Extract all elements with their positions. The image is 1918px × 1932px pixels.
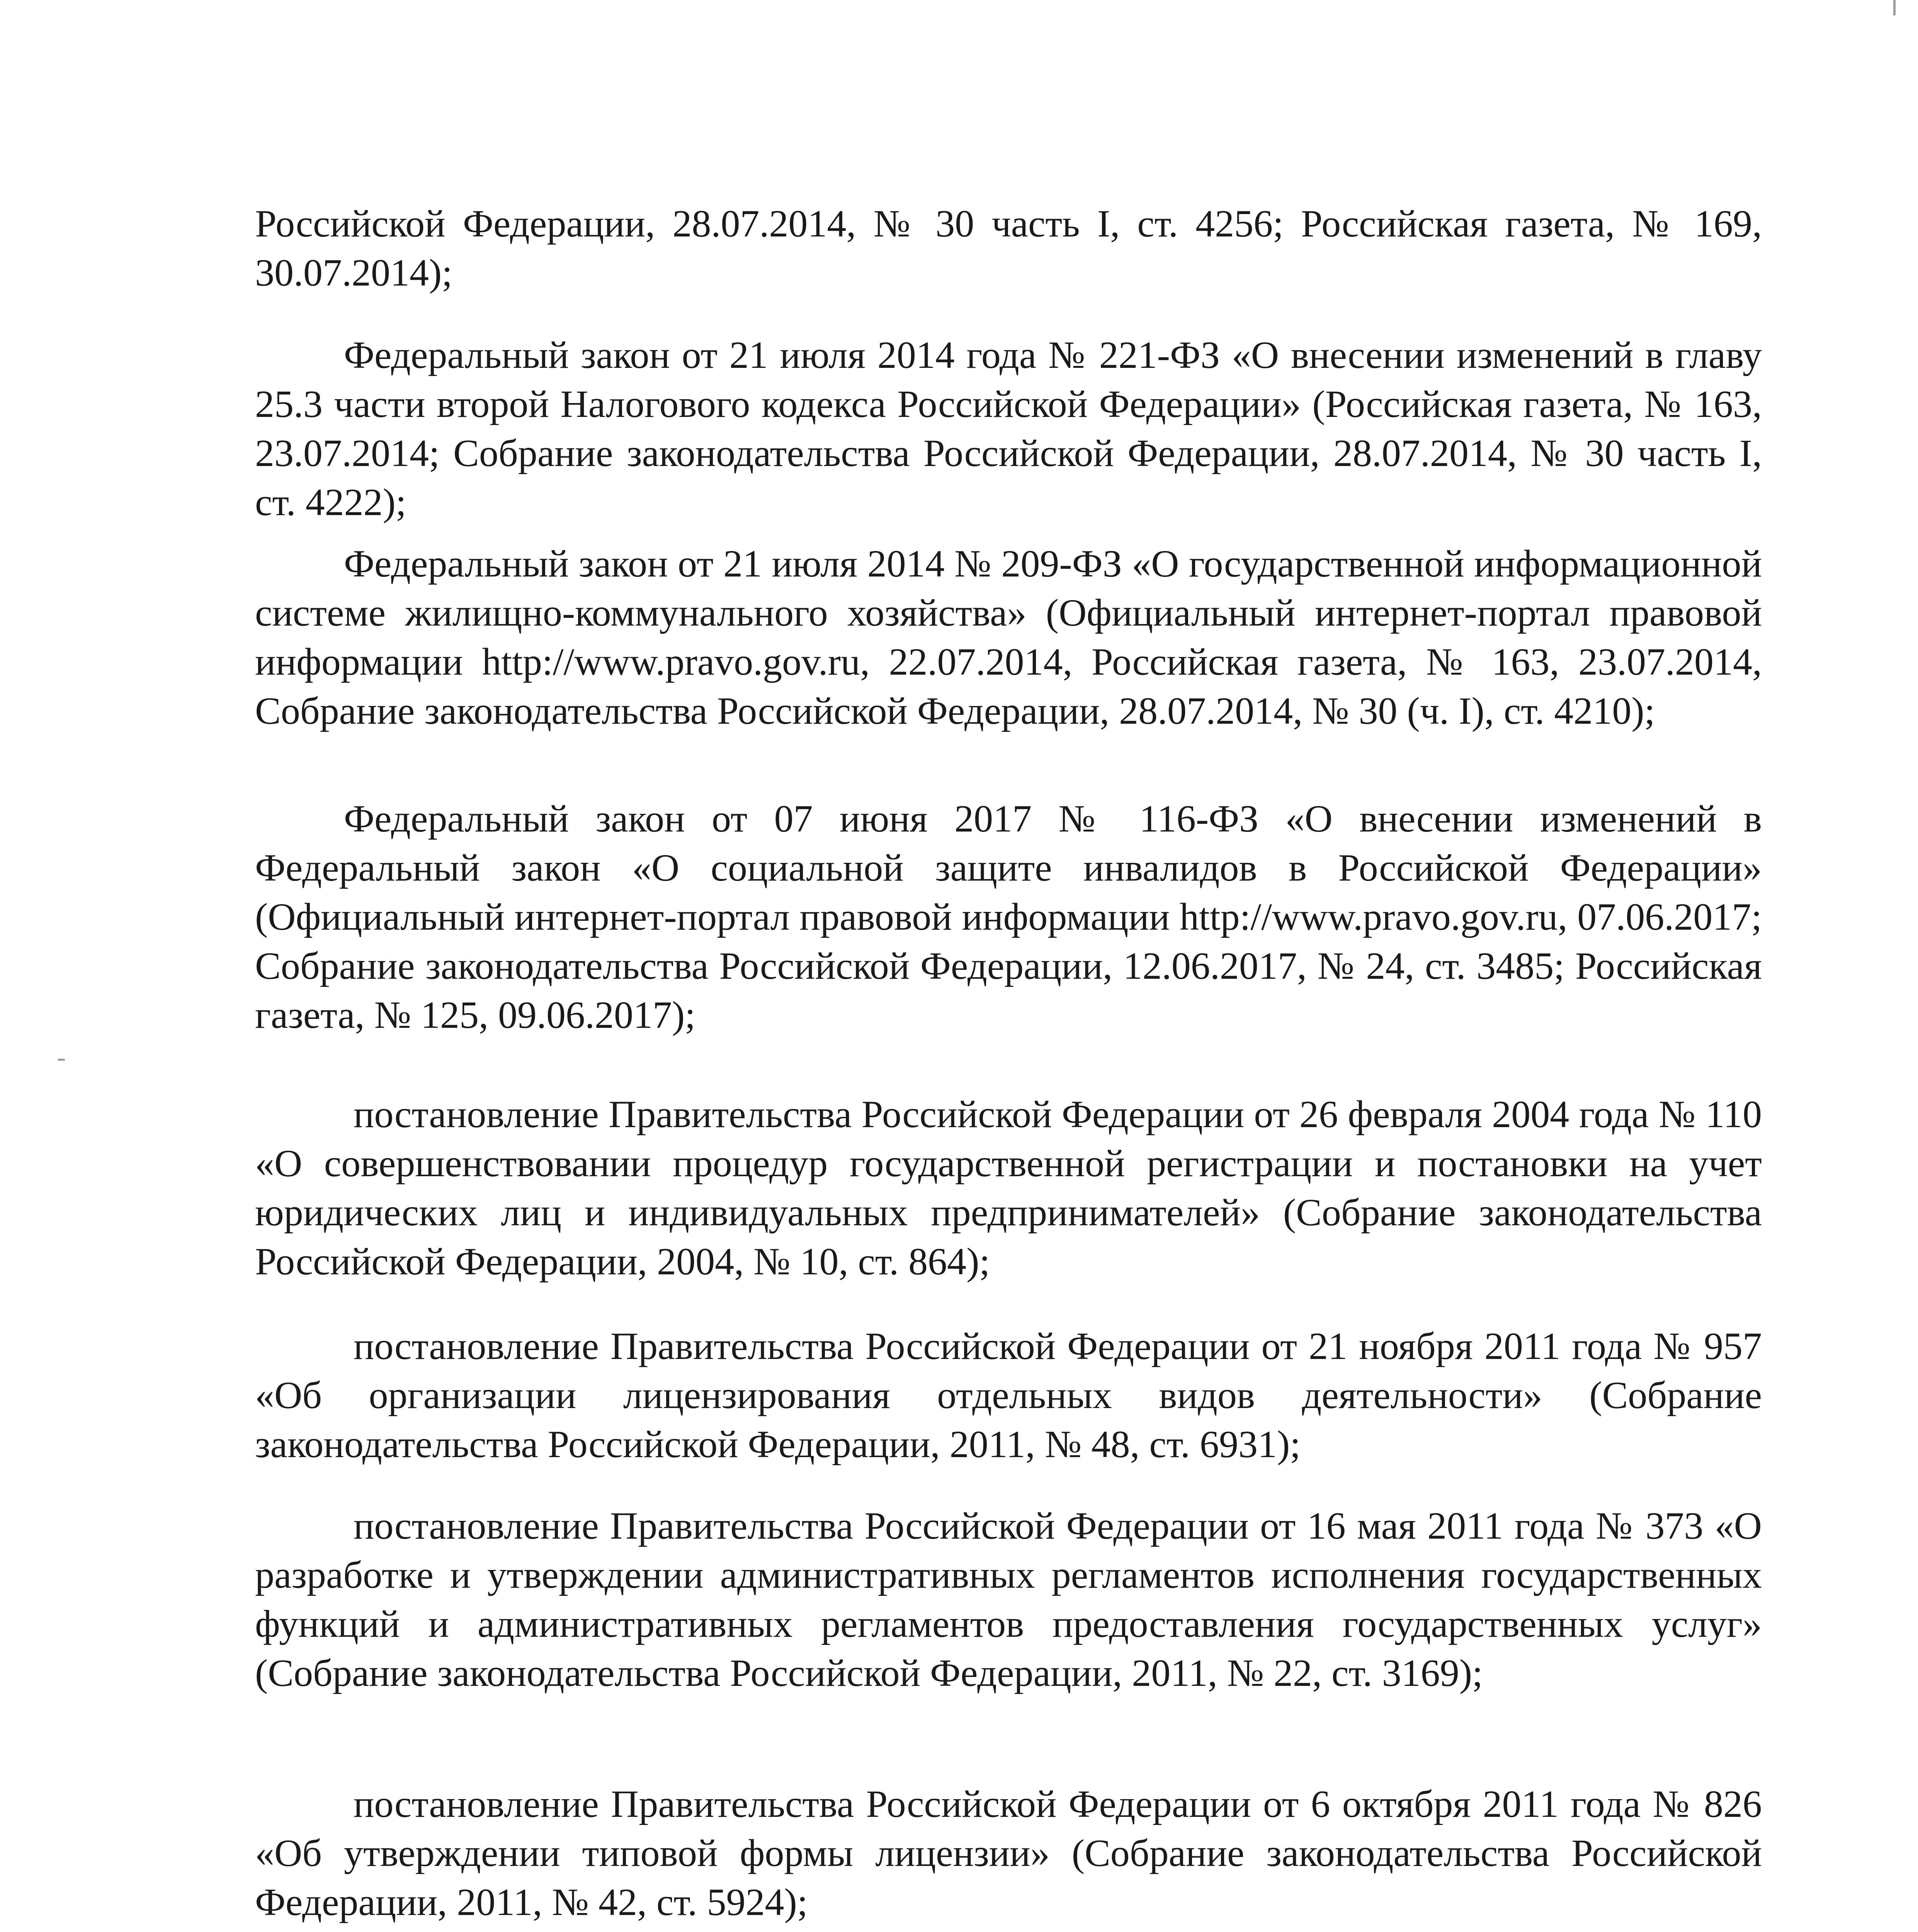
paragraph: постановление Правительства Российской Федерации от 16 мая 2011 года № 373 «О разработке и утверждении административных регламентов исполнения государственных функций и административных регламентов предоставления государственных услуг» (Собрание законодательства Российской Федерации, 2011, № 22, ст. 3169);	[255, 1504, 1762, 1694]
paragraph: постановление Правительства Российской Федерации от 21 ноября 2011 года № 957 «Об организации лицензирования отдельных видов деятельности» (Собрание законодательства Российской Федерации, 2011, № 48, ст. 6931);	[255, 1325, 1762, 1466]
paragraph: Федеральный закон от 21 июля 2014 № 209-ФЗ «О государственной информационной системе жилищно-коммунального хозяйства» (Официальный интернет-портал правовой информации http://www.pravo.gov.ru, 22.07.2014, Российская газета, № 163, 23.07.2014, Собрание законодательства Российской Федерации, 28.07.2014, № 30 (ч. I), ст. 4210);	[255, 542, 1762, 732]
scan-margin-mark	[58, 1059, 65, 1061]
paragraph: Российской Федерации, 28.07.2014, № 30 часть I, ст. 4256; Российская газета, № 169, 30.07.2014);	[255, 202, 1762, 294]
paragraph: постановление Правительства Российской Федерации от 26 февраля 2004 года № 110 «О совершенствовании процедур государственной регистрации и постановки на учет юридических лиц и индивидуальных предпринимателей» (Собрание законодательства Российской Федерации, 2004, № 10, ст. 864);	[255, 1093, 1762, 1283]
paragraph: постановление Правительства Российской Федерации от 6 октября 2011 года № 826 «Об утверждении типовой формы лицензии» (Собрание законодательства Российской Федерации, 2011, № 42, ст. 5924);	[255, 1782, 1762, 1923]
paragraph: Федеральный закон от 07 июня 2017 № 116-ФЗ «О внесении изменений в Федеральный закон «О социальной защите инвалидов в Российской Федерации» (Официальный интернет-портал правовой информации http://www.pravo.gov.ru, 07.06.2017; Собрание законодательства Российской Федерации, 12.06.2017, № 24, ст. 3485; Российская газета, № 125, 09.06.2017);	[255, 797, 1762, 1036]
scan-edge-mark	[1893, 0, 1896, 15]
paragraph: Федеральный закон от 21 июля 2014 года № 221-ФЗ «О внесении изменений в главу 25.3 части второй Налогового кодекса Российской Федерации» (Российская газета, № 163, 23.07.2014; Собрание законодательства Российской Федерации, 28.07.2014, № 30 часть I, ст. 4222);	[255, 333, 1762, 524]
